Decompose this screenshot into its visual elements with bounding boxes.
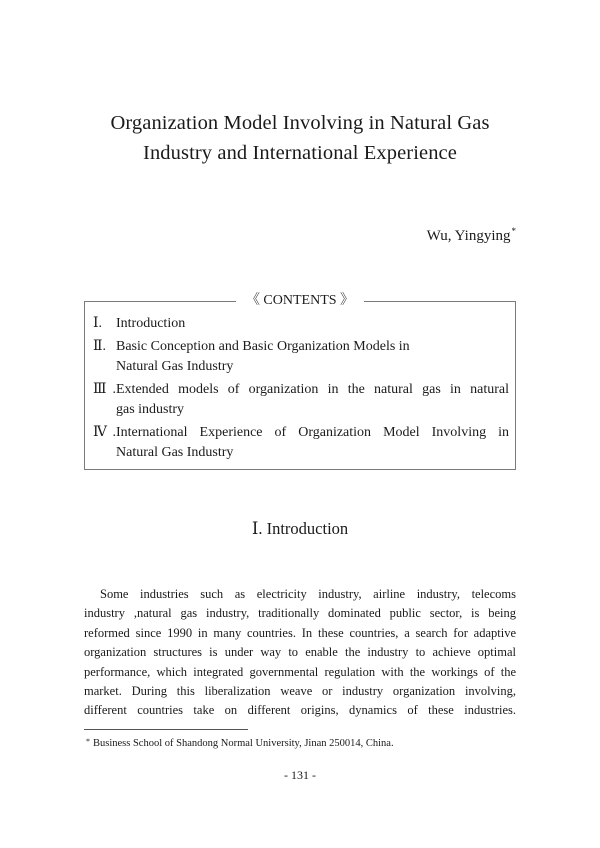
body-paragraph [84,585,516,721]
body-line: Some industries such as electricity industry, airline industry, telecoms [100,587,516,601]
body-line: different countries take on different origins, dynamics of these industries. [84,703,516,718]
body-line: industry ,natural gas industry, traditionally dominated public sector, is being [84,606,516,621]
body-line: performance, which integrated governmental regulation with the workings of the [84,664,516,679]
toc-text: Extended models of organization in the natural gas in natural [116,382,509,397]
title-line-2: Industry and International Experience [143,142,457,164]
title-line-1: Organization Model Involving in Natural Gas [110,112,490,134]
footnote-text: Business School of Shandong Normal University, Jinan 250014, China. [93,738,394,749]
contents-box [84,293,516,470]
toc-item-2 [93,337,509,377]
footnote [86,737,394,749]
toc-text: International Experience of Organization Model Involving in [116,425,509,440]
toc-number: Ⅱ. [93,339,107,354]
toc-item-4 [93,423,509,463]
body-line: organization structures is under way to enable the industry to achieve optimal [84,645,516,660]
paper-title [60,108,540,168]
toc-text-continued: gas industry [116,402,185,417]
toc-number: Ⅰ. [93,316,103,331]
author-name: Wu, Yingying [426,228,511,244]
toc-item-1 [93,314,509,334]
toc-item-3 [93,380,509,420]
body-line: reformed since 1990 in many countries. In these countries, a search for adaptive [84,625,516,640]
toc-text: Basic Conception and Basic Organization Models in [116,339,410,354]
toc-number: Ⅳ. [93,425,116,440]
author-byline [427,226,516,245]
page-number: - 131 - [284,768,316,782]
section-heading: Ⅰ. Introduction [251,519,349,538]
toc-text-continued: Natural Gas Industry [116,359,234,374]
contents-heading: 《 CONTENTS 》 [85,292,515,310]
footnote-mark: * [86,737,90,746]
footnote-divider [84,729,248,730]
toc-text: Introduction [116,316,186,331]
author-footnote-mark: * [511,226,516,236]
toc-text-continued: Natural Gas Industry [116,445,234,460]
toc-number: Ⅲ. [93,382,116,397]
body-line: market. During this liberalization weave or industry organization involving, [84,684,516,699]
